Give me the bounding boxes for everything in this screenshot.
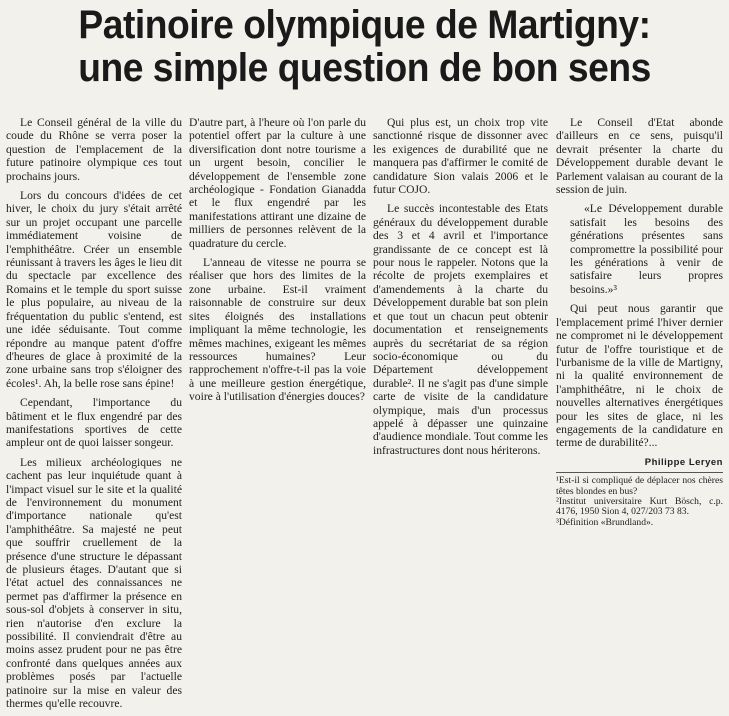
article-paragraph: L'anneau de vitesse ne pourra se réaliser que hors des limites de la zone urbaine. Est-il vraiment raisonnable de construire sur deux sites éloignés des installations impliquant la même technologie, les mêmes machines, exigeant les mêmes ressources humaines? Leur rapprochement n'offre-t-il pas la voie à une meilleure gestion énergétique, voire à l'utilisation d'énergies douces? bbox=[189, 256, 366, 404]
author-signature: Philippe Leryen bbox=[644, 456, 723, 468]
article-paragraph: Le succès incontestable des Etats généraux du développement durable des 3 et 4 avril et l'importance grandissante de ce concept est là pour nous le rappeler. Notons que la récolte de projets exemplaires et d'amendements à la charte du Développement durable bat son plein et que tout un chacun peut obtenir documentation et renseignements auprès du secrétariat de sa région socio-économique ou du Département développement durable². Il ne s'agit pas d'une simple carte de visite de la candidature olympique, mais d'un processus appelé à dépasser une quinzaine d'audience mondiale. Tout comme les infrastructures dont nous hériterons. bbox=[373, 202, 548, 457]
article-paragraph: Lors du concours d'idées de cet hiver, le choix du jury s'était arrêté sur un projet occupant une parcelle immédiatement voisine de l'emphithéâtre. Créer un ensemble réunissant à travers les âges le lieu dit du spectacle par excellence des Romains et le temple du sport suisse le plus populaire, au niveau de la fréquentation du public s'entend, est une idée séduisante. Tout comme répondre au manque patent d'offre d'heures de glace à proximité de la zone urbaine sans trop s'éloigner des écoles¹. Ah, la belle rose sans épine! bbox=[6, 189, 182, 390]
article-column-2 bbox=[189, 116, 366, 410]
footnote: ³Définition «Brundland». bbox=[556, 516, 654, 528]
article-paragraph: Les milieux archéologiques ne cachent pas leur inquiétude quant à l'impact visuel sur le site et la qualité de l'environnement du monument d'importance nationale qu'est l'amphithéâtre. Sa majesté ne peut que souffrir cruellement de la présence d'une structure le dépassant de plusieurs étages. D'autant que si l'état actuel des connaissances ne permet pas d'affirmer la présence en sous-sol d'objets à conserver in situ, rien n'autorise d'en exclure la possibilité. Il conviendrait d'être au moins assez prudent pour ne pas être confronté dans quelques années aux problèmes posés par l'actuelle patinoire sur la mise en valeur des thermes qu'elle recouvre. bbox=[6, 455, 182, 711]
article-paragraph: Qui peut nous garantir que l'emplacement primé l'hiver dernier ne compromet ni le développement futur de l'offre touristique et de l'urbanisme de la ville de Martigny, ni la qualité environnement de l'amphithéâtre, ni le choix de nouvelles alternatives énergétiques pour les sites de glace, ni les engagements de la candidature en terme de durabilité?... bbox=[556, 302, 723, 450]
article-quote: «Le Développement durable satisfait les besoins des générations présentes sans compromettre la possibilité pour les générations à venir de satisfaire leurs propres besoins.»³ bbox=[570, 202, 723, 296]
article-column-4 bbox=[556, 116, 723, 528]
footnotes bbox=[556, 472, 723, 528]
article-paragraph: Le Conseil général de la ville du coude du Rhône se verra poser la question de l'emplacement de la future patinoire olympique ces tout prochains jours. bbox=[6, 116, 182, 183]
article-paragraph: D'autre part, à l'heure où l'on parle du potentiel offert par la culture à une diversification dont notre tourisme a un urgent besoin, concilier le développement de l'ensemble zone archéologique - Fondation Gianadda et le flux engendré par les manifestations attirant une dizaine de milliers de personnes relèvent de la quadrature du cercle. bbox=[189, 116, 366, 250]
headline-line-1: Patinoire olympique de Martigny: bbox=[78, 3, 651, 47]
headline-line-2: une simple question de bon sens bbox=[78, 46, 651, 90]
article-paragraph: Cependant, l'importance du bâtiment et le flux engendré par des manifestations sportives de cette ampleur ont de quoi laisser songeur. bbox=[6, 396, 182, 450]
article-paragraph: Qui plus est, un choix trop vite sanctionné risque de dissonner avec les exigences de durabilité que ne manquera pas d'affirmer le comité de candidature Sion valais 2006 et le futur COJO. bbox=[373, 116, 548, 197]
article-column-3 bbox=[373, 116, 548, 463]
article-column-1 bbox=[6, 116, 182, 716]
footnote: ¹Est-il si compliqué de déplacer nos chères têtes blondes en bus? bbox=[556, 475, 723, 497]
headline bbox=[26, 4, 704, 90]
footnote: ²Institut universitaire Kurt Bösch, c.p. 4176, 1950 Sion 4, 027/203 73 83. bbox=[556, 495, 723, 518]
article-paragraph: Le Conseil d'Etat abonde d'ailleurs en ce sens, puisqu'il devrait présenter la charte du Développement durable devant le Parlement valaisan au courant de la session de juin. bbox=[556, 116, 723, 197]
